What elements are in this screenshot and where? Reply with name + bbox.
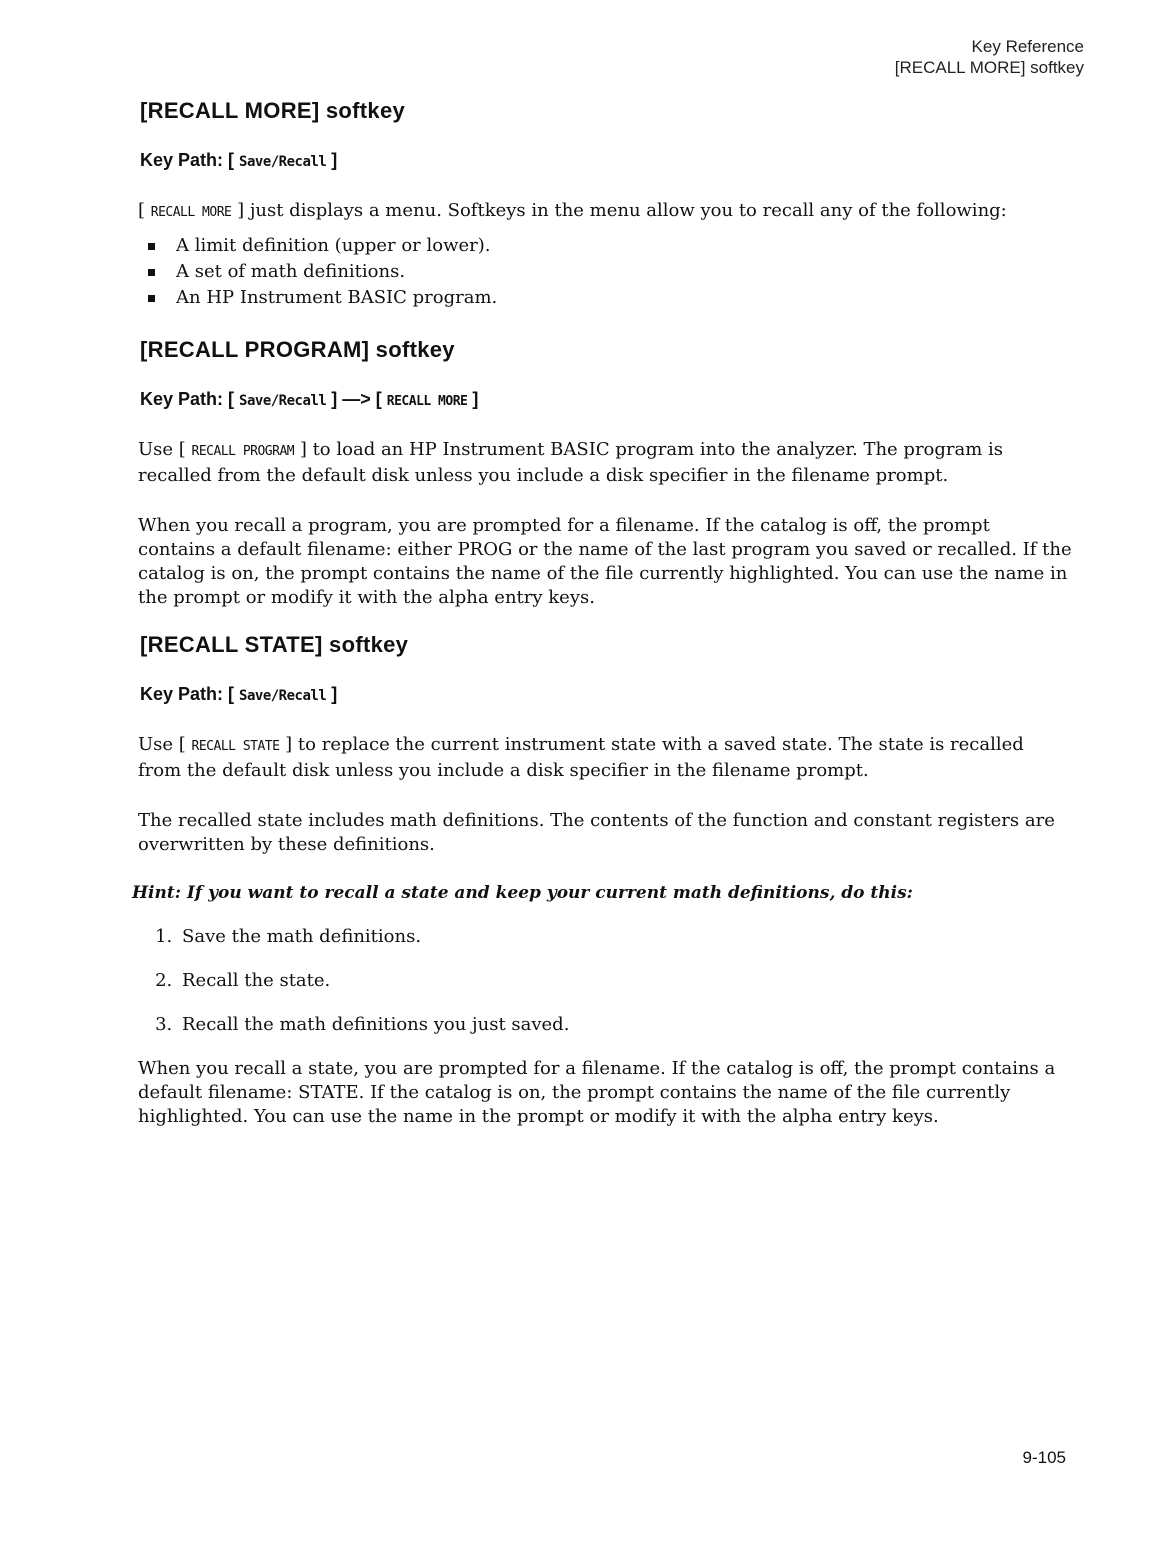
steps-list — [132, 925, 1072, 1037]
bullet-list — [138, 233, 1072, 311]
section-title: [RECALL STATE] softkey — [140, 632, 409, 657]
hardkey-save-recall: Save/Recall — [239, 154, 327, 170]
paragraph-lead: Use — [138, 439, 174, 460]
description: [ RECALL MORE ] just displays a menu. Softkeys in the menu allow you to recall any of the following: — [138, 200, 1007, 221]
list-item: A limit definition (upper or lower). — [138, 233, 1072, 259]
list-item: 1. Save the math definitions. — [178, 925, 1072, 949]
key-path-label: Key Path: — [140, 150, 224, 170]
section-recall-program — [132, 337, 1072, 610]
running-header — [895, 36, 1084, 78]
list-item: 3. Recall the math definitions you just saved. — [178, 1013, 1072, 1037]
key-path: Key Path: [ Save/Recall ] —> [ RECALL MORE ] — [140, 389, 479, 409]
key-path-label: Key Path: — [140, 389, 224, 409]
section-recall-more — [132, 98, 1072, 311]
paragraph: Use [ RECALL STATE ] to replace the current instrument state with a saved state. The state is recalled from the default disk unless you include a disk specifier in the filename prompt. — [138, 734, 1024, 781]
softkey-recall-more: RECALL MORE — [386, 394, 468, 409]
paragraph-text: to load an HP Instrument BASIC program into the analyzer. The program is recalled from the default disk unless you include a disk specifier in the filename prompt. — [138, 439, 1004, 486]
softkey-recall-state: RECALL STATE — [191, 739, 280, 754]
section-title: [RECALL MORE] softkey — [140, 98, 406, 123]
hint-note: Hint: If you want to recall a state and keep your current math definitions, do this: — [132, 883, 913, 903]
key-path-label: Key Path: — [140, 684, 224, 704]
section-title: [RECALL PROGRAM] softkey — [140, 337, 455, 362]
list-item: A set of math definitions. — [138, 259, 1072, 285]
paragraph-lead: Use — [138, 734, 174, 755]
header-line-1: Key Reference — [971, 37, 1084, 56]
section-recall-state — [132, 632, 1072, 1129]
description-text: just displays a menu. Softkeys in the menu allow you to recall any of the following: — [249, 200, 1007, 221]
paragraph: When you recall a program, you are prompted for a filename. If the catalog is off, the prompt contains a default filename: either PROG or the name of the last program you saved or recalled. If the catalog is on, the prompt contains the name of the file currently highlighted. You can use the name in the prompt or modify it with the alpha entry keys. — [138, 515, 1072, 608]
list-item: An HP Instrument BASIC program. — [138, 285, 1072, 311]
hardkey-save-recall: Save/Recall — [239, 688, 327, 704]
softkey-recall-more: RECALL MORE — [150, 205, 232, 220]
list-item: 2. Recall the state. — [178, 969, 1072, 993]
paragraph: Use [ RECALL PROGRAM ] to load an HP Instrument BASIC program into the analyzer. The program is recalled from the default disk unless you include a disk specifier in the filename prompt. — [138, 439, 1004, 486]
key-path: Key Path: [ Save/Recall ] — [140, 150, 338, 170]
page-number: 9-105 — [1022, 1448, 1066, 1467]
key-path: Key Path: [ Save/Recall ] — [140, 684, 338, 704]
key-path-arrow: —> — [342, 389, 371, 409]
hardkey-save-recall: Save/Recall — [239, 393, 327, 409]
header-line-2: [RECALL MORE] softkey — [894, 58, 1084, 77]
softkey-recall-program: RECALL PROGRAM — [191, 444, 295, 459]
paragraph: The recalled state includes math definitions. The contents of the function and constant registers are overwritten by these definitions. — [138, 810, 1055, 855]
paragraph-text: to replace the current instrument state with a saved state. The state is recalled from the default disk unless you include a disk specifier in the filename prompt. — [138, 734, 1024, 781]
paragraph: When you recall a state, you are prompted for a filename. If the catalog is off, the prompt contains a default filename: STATE. If the catalog is on, the prompt contains the name of the file currently highlighted. You can use the name in the prompt or modify it with the alpha entry keys. — [138, 1058, 1056, 1127]
page-content — [132, 98, 1072, 1151]
